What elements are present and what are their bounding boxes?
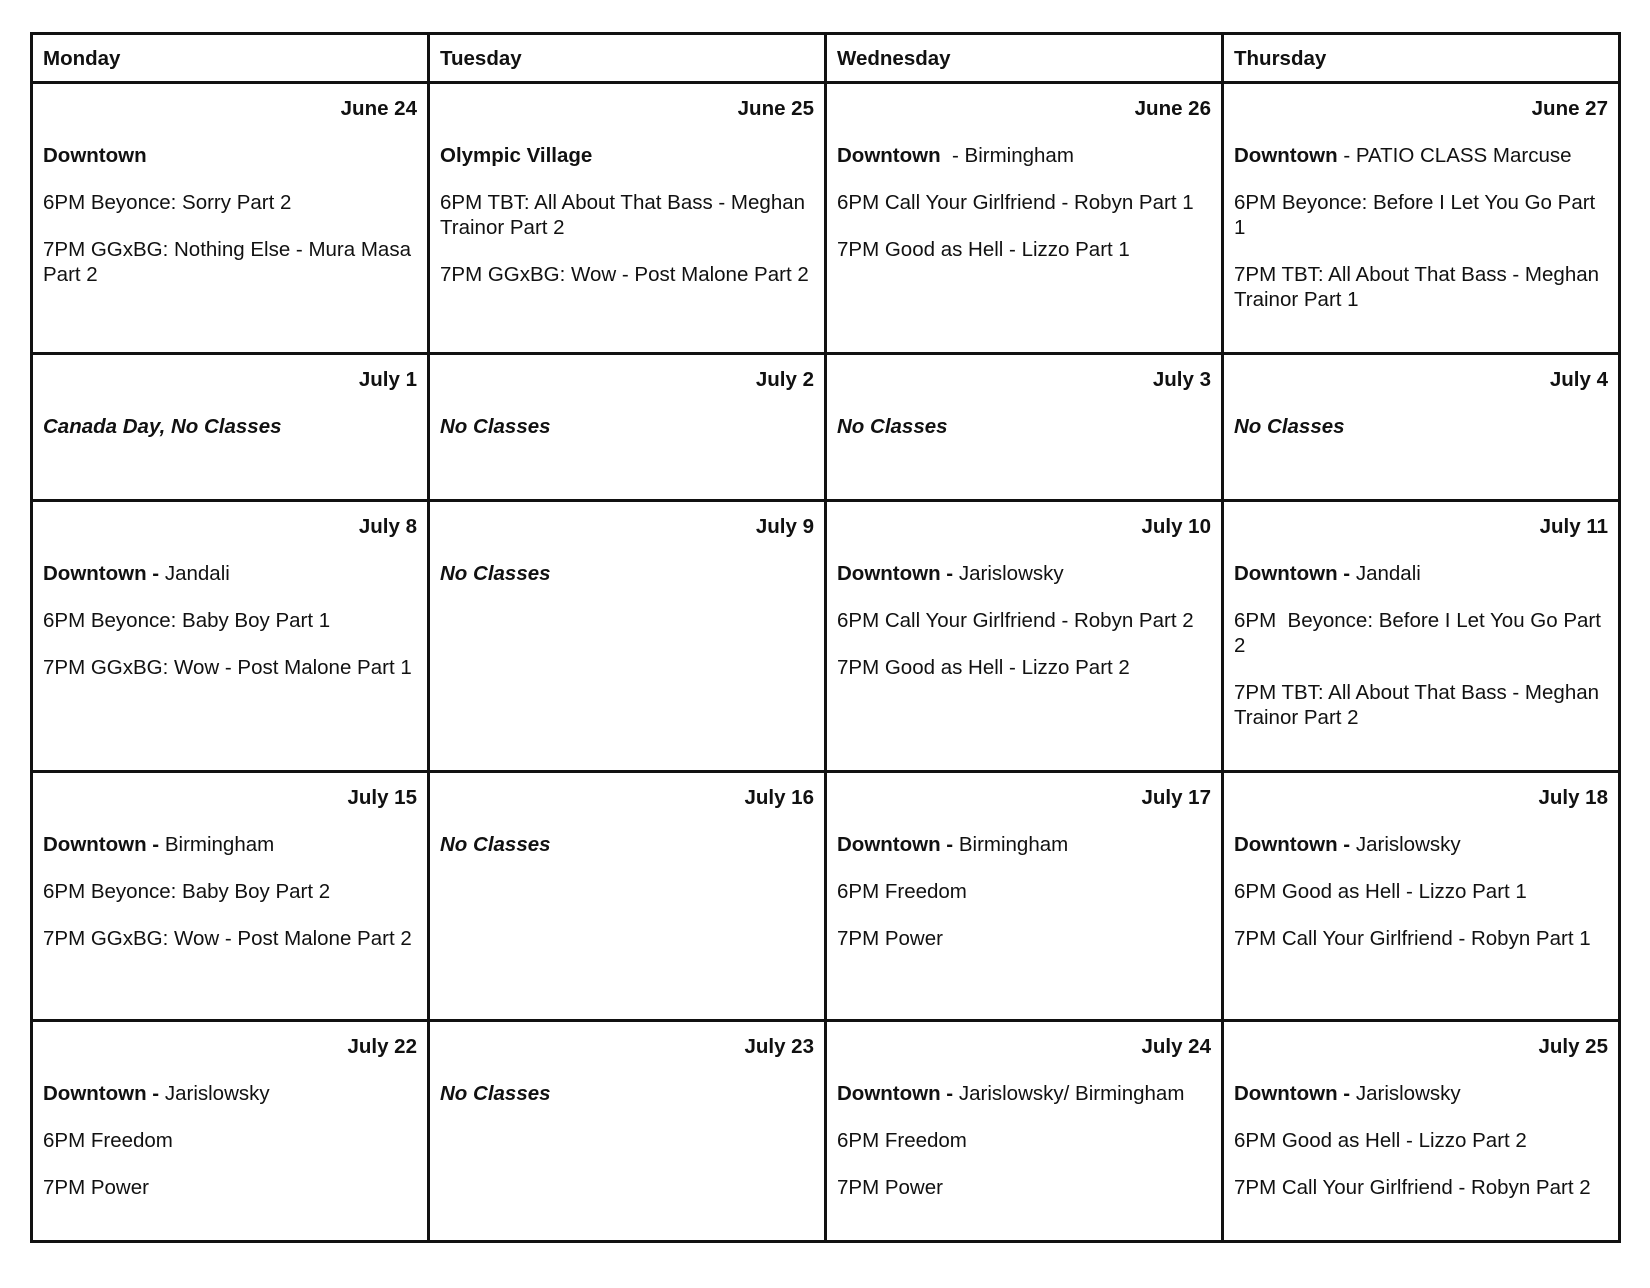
day-cell <box>1223 772 1620 1021</box>
weeks-body <box>32 83 1620 1242</box>
location-name: Downtown - <box>43 1082 165 1105</box>
class-entry: 7PM Power <box>837 1176 943 1199</box>
day-date: July 11 <box>1539 515 1608 538</box>
week-row <box>32 1021 1620 1242</box>
day-cell <box>429 501 826 772</box>
location-name: Downtown - <box>837 833 959 856</box>
day-date: July 25 <box>1538 1035 1608 1058</box>
class-entry: 6PM Good as Hell - Lizzo Part 1 <box>1234 880 1527 903</box>
day-date: June 25 <box>737 97 814 120</box>
day-date: July 24 <box>1141 1035 1211 1058</box>
day-date: July 16 <box>744 786 814 809</box>
day-cell <box>1223 501 1620 772</box>
studio-name: Jandali <box>1355 562 1421 585</box>
day-date: June 26 <box>1134 97 1211 120</box>
day-cell <box>826 501 1223 772</box>
studio-name: Jarislowsky <box>958 562 1064 585</box>
location-name: Downtown - <box>43 562 165 585</box>
location-line <box>43 832 417 857</box>
class-entry: 7PM Good as Hell - Lizzo Part 2 <box>837 656 1130 679</box>
no-classes-note: No Classes <box>837 415 948 438</box>
day-cell <box>1223 354 1620 501</box>
class-entry: 6PM Freedom <box>837 880 967 903</box>
header-thursday: Thursday <box>1223 34 1620 83</box>
location-line <box>837 1081 1211 1106</box>
day-date: July 4 <box>1549 368 1608 391</box>
class-entry: 7PM Good as Hell - Lizzo Part 1 <box>837 238 1130 261</box>
class-entry: 6PM Beyonce: Before I Let You Go Part 1 <box>1234 191 1601 239</box>
location-line <box>1234 832 1608 857</box>
day-cell <box>32 83 429 354</box>
class-entry: 6PM Call Your Girlfriend - Robyn Part 1 <box>837 191 1194 214</box>
day-cell <box>429 1021 826 1242</box>
day-date: July 23 <box>744 1035 814 1058</box>
day-cell <box>1223 1021 1620 1242</box>
day-cell <box>429 83 826 354</box>
day-date: July 18 <box>1538 786 1608 809</box>
class-entry: 6PM Beyonce: Sorry Part 2 <box>43 191 292 214</box>
schedule-table <box>30 32 1621 1243</box>
location-name: Downtown - <box>1234 1082 1356 1105</box>
location-name: Downtown - <box>837 1082 959 1105</box>
location-name: Downtown - <box>837 562 959 585</box>
class-entry: 6PM Beyonce: Baby Boy Part 1 <box>43 609 331 632</box>
class-entry: 7PM Call Your Girlfriend - Robyn Part 1 <box>1234 927 1591 950</box>
header-wednesday: Wednesday <box>826 34 1223 83</box>
day-date: July 8 <box>358 515 417 538</box>
day-cell <box>826 1021 1223 1242</box>
no-classes-note: No Classes <box>440 415 551 438</box>
day-date: July 3 <box>1152 368 1211 391</box>
day-cell <box>429 772 826 1021</box>
class-entry: 7PM Power <box>43 1176 149 1199</box>
day-date: July 2 <box>755 368 814 391</box>
location-name: Olympic Village <box>440 144 593 167</box>
location-name: Downtown - <box>43 833 165 856</box>
week-row <box>32 772 1620 1021</box>
week-row <box>32 83 1620 354</box>
no-classes-note: No Classes <box>440 562 551 585</box>
location-name: Downtown <box>43 144 147 167</box>
class-entry: 6PM Beyonce: Before I Let You Go Part 2 <box>1234 609 1607 657</box>
location-line <box>837 143 1211 168</box>
class-entry: 6PM Freedom <box>43 1129 173 1152</box>
location-name: Downtown - <box>1234 562 1356 585</box>
day-date: July 1 <box>358 368 417 391</box>
week-row <box>32 354 1620 501</box>
location-line <box>1234 1081 1608 1106</box>
class-entry: 7PM Call Your Girlfriend - Robyn Part 2 <box>1234 1176 1591 1199</box>
class-entry: 6PM TBT: All About That Bass - Meghan Trainor Part 2 <box>440 191 811 239</box>
day-date: July 15 <box>347 786 417 809</box>
day-cell <box>32 501 429 772</box>
location-name: Downtown <box>1234 144 1338 167</box>
location-line <box>43 1081 417 1106</box>
header-row <box>32 34 1620 83</box>
day-cell <box>32 1021 429 1242</box>
studio-name: Birmingham <box>164 833 275 856</box>
no-classes-note: No Classes <box>440 833 551 856</box>
class-entry: 7PM TBT: All About That Bass - Meghan Trainor Part 2 <box>1234 681 1605 729</box>
class-entry: 7PM GGxBG: Wow - Post Malone Part 2 <box>43 927 412 950</box>
location-line <box>1234 561 1608 586</box>
location-name: Downtown - <box>1234 833 1356 856</box>
studio-name: Jarislowsky <box>1355 1082 1461 1105</box>
header-tuesday: Tuesday <box>429 34 826 83</box>
week-row <box>32 501 1620 772</box>
day-date: July 10 <box>1141 515 1211 538</box>
day-date: July 9 <box>755 515 814 538</box>
no-classes-note: No Classes <box>440 1082 551 1105</box>
class-entry: 6PM Call Your Girlfriend - Robyn Part 2 <box>837 609 1194 632</box>
location-line <box>43 143 417 168</box>
day-cell <box>429 354 826 501</box>
class-entry: 6PM Beyonce: Baby Boy Part 2 <box>43 880 331 903</box>
day-cell <box>1223 83 1620 354</box>
studio-name: Jandali <box>164 562 230 585</box>
day-cell <box>32 772 429 1021</box>
location-line <box>1234 143 1608 168</box>
class-entry: 7PM GGxBG: Wow - Post Malone Part 1 <box>43 656 412 679</box>
no-classes-note: No Classes <box>1234 415 1345 438</box>
no-classes-note: Canada Day, No Classes <box>43 415 282 438</box>
class-entry: 7PM GGxBG: Nothing Else - Mura Masa Part 2 <box>43 238 417 286</box>
location-name: Downtown <box>837 144 947 167</box>
location-line <box>43 561 417 586</box>
class-entry: 7PM GGxBG: Wow - Post Malone Part 2 <box>440 263 809 286</box>
studio-name: Jarislowsky <box>1355 833 1461 856</box>
day-cell <box>826 354 1223 501</box>
day-cell <box>826 83 1223 354</box>
studio-name: Jarislowsky/ Birmingham <box>958 1082 1185 1105</box>
day-cell <box>826 772 1223 1021</box>
class-entry: 7PM TBT: All About That Bass - Meghan Trainor Part 1 <box>1234 263 1605 311</box>
day-date: June 24 <box>340 97 417 120</box>
day-cell <box>32 354 429 501</box>
location-line <box>440 143 814 168</box>
class-entry: 7PM Power <box>837 927 943 950</box>
day-date: July 22 <box>347 1035 417 1058</box>
header-monday: Monday <box>32 34 429 83</box>
studio-name: - PATIO CLASS Marcuse <box>1337 144 1572 167</box>
day-date: June 27 <box>1531 97 1608 120</box>
day-date: July 17 <box>1141 786 1211 809</box>
class-entry: 6PM Freedom <box>837 1129 967 1152</box>
studio-name: Jarislowsky <box>164 1082 270 1105</box>
location-line <box>837 561 1211 586</box>
class-entry: 6PM Good as Hell - Lizzo Part 2 <box>1234 1129 1527 1152</box>
location-line <box>837 832 1211 857</box>
studio-name: - Birmingham <box>946 144 1074 167</box>
studio-name: Birmingham <box>958 833 1069 856</box>
